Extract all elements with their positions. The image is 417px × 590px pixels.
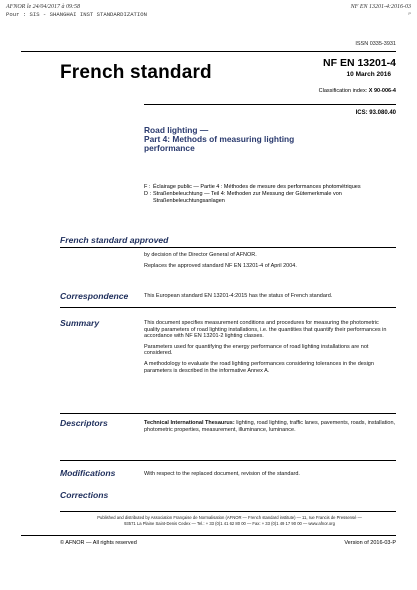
translation-text: Éclairage public — Partie 4 : Méthodes de mesure des performances photométriques bbox=[153, 184, 361, 190]
classification-value: X 90-006-4 bbox=[368, 88, 396, 94]
subtitle-line-2: Part 4: Methods of measuring lighting performance bbox=[144, 134, 295, 153]
stamp-suffix: P bbox=[408, 11, 411, 16]
modifications-text: With respect to the replaced document, revision of the standard. bbox=[144, 471, 300, 477]
ics-code: ICS: 93.080.40 bbox=[355, 110, 396, 116]
summary-paragraph-3: A methodology to evaluate the road lighting performances considering tolerances in the design parameters is described in the informative Annex A. bbox=[144, 360, 374, 374]
download-stamp-date: AFNOR le 24/04/2017 à 09:58 bbox=[6, 4, 80, 10]
download-stamp-recipient: Pour : SIS - SHANGHAI INST STANDARDIZATION bbox=[6, 11, 147, 18]
standard-date: 10 March 2016 bbox=[346, 71, 391, 78]
header-divider bbox=[21, 51, 396, 52]
descriptors-heading: Descriptors bbox=[60, 418, 108, 428]
issn: ISSN 0335-3931 bbox=[355, 41, 396, 47]
summary-paragraph-2: Parameters used for quantifying the energy performance of road lighting installations are not considered. bbox=[144, 343, 369, 357]
approved-divider bbox=[60, 247, 396, 248]
thesaurus-label: Technical International Thesaurus: bbox=[144, 420, 235, 426]
version-label: Version of 2016-03-P bbox=[344, 540, 396, 546]
descriptors-divider bbox=[60, 460, 396, 461]
approved-heading: French standard approved bbox=[60, 235, 169, 245]
translation-french bbox=[144, 184, 384, 191]
descriptors-keywords: lighting, road lighting, traffic lanes, pavements, roads, installation, photometric properties, measurement, illuminance, luminance. bbox=[144, 420, 396, 433]
translation-code: F : bbox=[144, 184, 151, 190]
footer-divider bbox=[60, 511, 396, 512]
translation-text: Straßenbeleuchtung — Teil 4: Methoden zur Messung der Gütemerkmale von Straßenbeleuchtungsanlagen bbox=[153, 191, 342, 204]
stamp-standard-reference: NF EN 13201-4:2016-03 bbox=[350, 4, 411, 10]
ics-divider bbox=[144, 104, 396, 105]
classification-label: Classification index: bbox=[318, 88, 368, 94]
publisher-info bbox=[62, 515, 397, 526]
correspondence-body bbox=[144, 293, 396, 304]
summary-body bbox=[144, 320, 396, 378]
copyright-notice: © AFNOR — All rights reserved bbox=[60, 540, 137, 546]
correspondence-text: This European standard EN 13201-4:2015 has the status of French standard. bbox=[144, 293, 333, 299]
summary-heading: Summary bbox=[60, 318, 100, 328]
modifications-heading: Modifications bbox=[60, 468, 116, 478]
translation-code: D : bbox=[144, 191, 152, 197]
descriptors-body bbox=[144, 420, 396, 437]
title-translations bbox=[144, 184, 384, 205]
modifications-body bbox=[144, 471, 396, 482]
footer-bottom-divider bbox=[21, 535, 396, 536]
approved-replaces: Replaces the approved standard NF EN 13201-4 of April 2004. bbox=[144, 262, 297, 269]
publisher-line-2: 93571 La Plaine Saint-Denis Cedex — Tel.: + 33 (0)1 41 62 80 00 — Fax: + 33 (0)1 49 17 90 00 — www.afnor.org bbox=[124, 520, 335, 526]
document-title: French standard bbox=[60, 62, 212, 83]
approved-body bbox=[144, 252, 396, 273]
summary-paragraph-1: This document specifies measurement conditions and procedures for measuring the photometric quality parameters of road lighting installations, i.e. the quantities that quantify their performances in accordance with NF EN 13201-2 lighting classes. bbox=[144, 320, 387, 340]
document-subtitle bbox=[144, 126, 304, 153]
standard-number: NF EN 13201-4 bbox=[323, 57, 396, 69]
publisher-line-1: Published and distributed by Association Française de Normalisation (AFNOR — French standard institute) — 11, rue Francis de Pressensé — bbox=[97, 515, 362, 520]
classification-index bbox=[319, 88, 396, 94]
subtitle-line-1: Road lighting — bbox=[144, 125, 209, 135]
corrections-heading: Corrections bbox=[60, 490, 109, 500]
translation-german bbox=[144, 191, 384, 205]
correspondence-divider bbox=[60, 307, 396, 308]
approved-decision: by decision of the Director General of AFNOR. bbox=[144, 252, 257, 258]
correspondence-heading: Correspondence bbox=[60, 291, 129, 301]
summary-divider bbox=[60, 413, 396, 414]
